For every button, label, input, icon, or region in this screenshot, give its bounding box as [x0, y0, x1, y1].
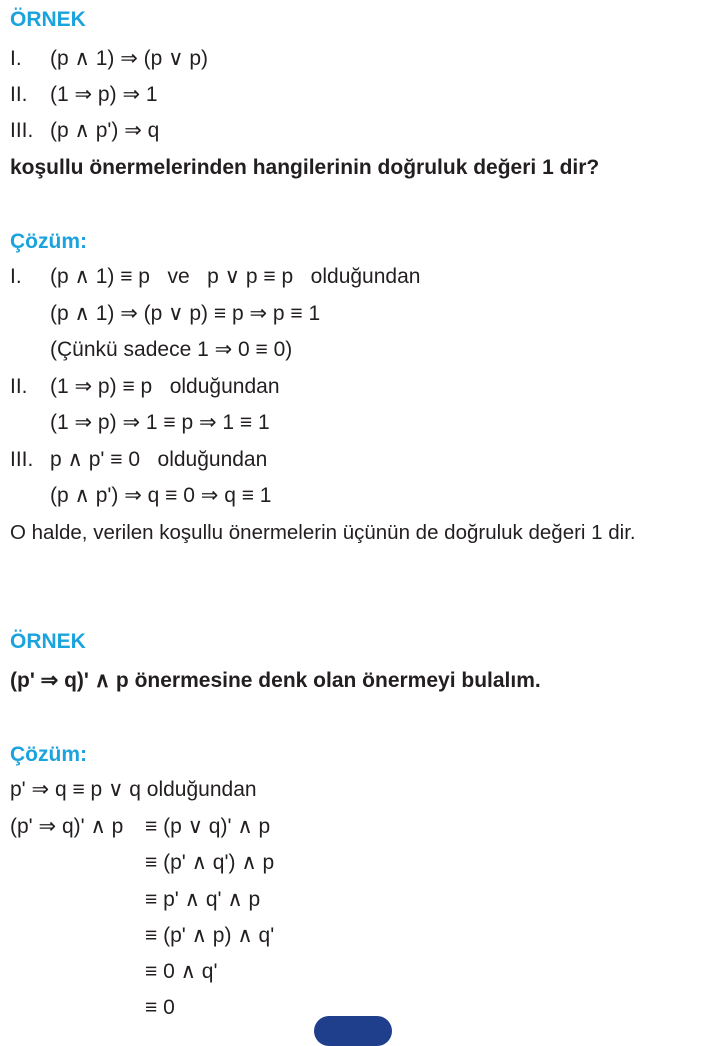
solution-step: ≡ 0	[145, 996, 175, 1019]
solution-line: p' ⇒ q ≡ p ∨ q olduğundan	[10, 778, 257, 801]
item-number: I.	[10, 47, 22, 70]
item-expression: (p ∧ 1) ⇒ (p ∨ p)	[50, 47, 209, 70]
solution-heading: Çözüm:	[10, 743, 87, 766]
item-number: II.	[10, 83, 28, 106]
conclusion: O halde, verilen koşullu önermelerin üçünün de doğruluk değeri 1 dir.	[10, 521, 636, 544]
solution-line: p ∧ p' ≡ 0 olduğundan	[50, 448, 268, 471]
solution-step: ≡ (p ∨ q)' ∧ p	[145, 815, 271, 838]
question: koşullu önermelerinden hangilerinin doğruluk değeri 1 dir?	[10, 156, 600, 179]
solution-line: (p ∧ p') ⇒ q ≡ 0 ⇒ q ≡ 1	[50, 484, 272, 507]
solution-step: ≡ p' ∧ q' ∧ p	[145, 888, 261, 911]
item-number: III.	[10, 119, 34, 142]
solution-line: (1 ⇒ p) ≡ p olduğundan	[50, 375, 280, 398]
solution-lhs: (p' ⇒ q)' ∧ p	[10, 815, 124, 838]
solution-number: I.	[10, 265, 22, 288]
solution-line: (p ∧ 1) ≡ p ve p ∨ p ≡ p olduğundan	[50, 265, 421, 288]
solution-line: (p ∧ 1) ⇒ (p ∨ p) ≡ p ⇒ p ≡ 1	[50, 302, 321, 325]
question: (p' ⇒ q)' ∧ p önermesine denk olan önermeyi bulalım.	[10, 669, 541, 692]
example-heading: ÖRNEK	[10, 8, 86, 31]
item-expression: (1 ⇒ p) ⇒ 1	[50, 83, 158, 106]
solution-line: (Çünkü sadece 1 ⇒ 0 ≡ 0)	[50, 338, 293, 361]
item-expression: (p ∧ p') ⇒ q	[50, 119, 160, 142]
example-heading: ÖRNEK	[10, 630, 86, 653]
solution-line: (1 ⇒ p) ⇒ 1 ≡ p ⇒ 1 ≡ 1	[50, 411, 270, 434]
solution-step: ≡ (p' ∧ p) ∧ q'	[145, 924, 275, 947]
solution-number: III.	[10, 448, 34, 471]
solution-number: II.	[10, 375, 28, 398]
page-tab-button[interactable]	[314, 1016, 392, 1046]
solution-heading: Çözüm:	[10, 230, 87, 253]
solution-step: ≡ (p' ∧ q') ∧ p	[145, 851, 275, 874]
solution-step: ≡ 0 ∧ q'	[145, 960, 218, 983]
